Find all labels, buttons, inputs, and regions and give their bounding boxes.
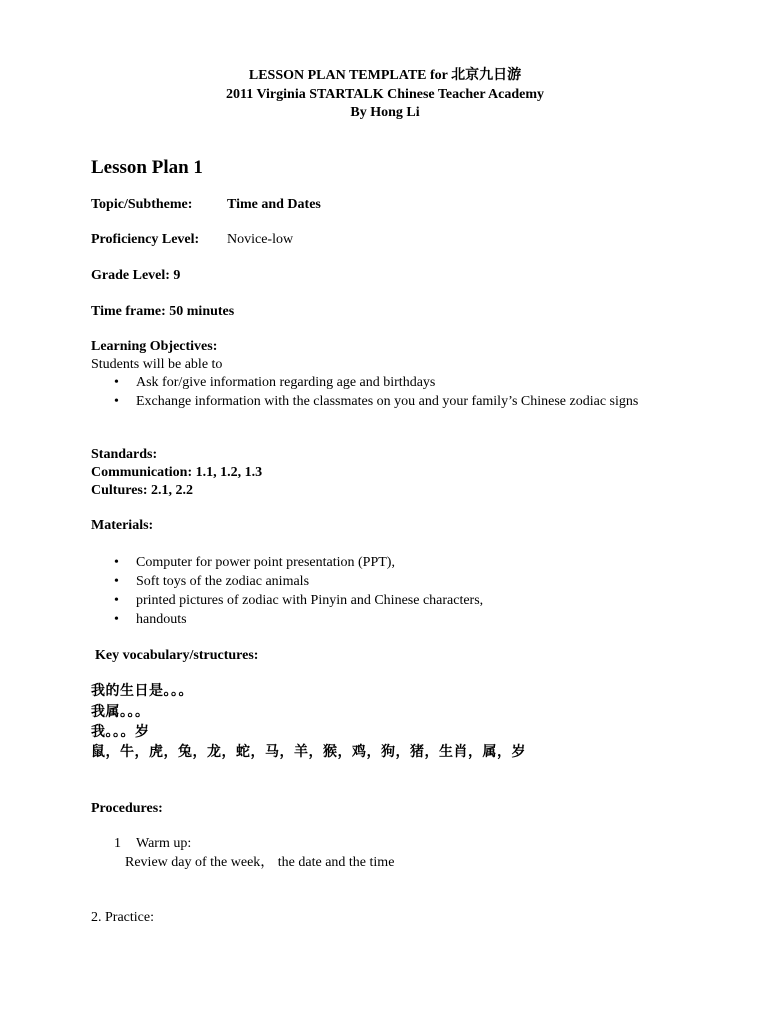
topic-label: Topic/Subtheme: xyxy=(91,197,193,212)
vocabulary-line: 鼠，牛，虎，兔，龙，蛇，马，羊，猴，鸡，狗，猪，生肖，属，岁 xyxy=(91,745,526,760)
bullet-icon: • xyxy=(114,375,119,390)
bullet-icon: • xyxy=(114,394,119,409)
material-item: Soft toys of the zodiac animals xyxy=(136,574,310,589)
material-item: Computer for power point presentation (PPT), xyxy=(136,555,395,570)
objective-item: Exchange information with the classmates on you and your family’s Chinese zodiac signs xyxy=(136,394,639,409)
objective-item: Ask for/give information regarding age and birthdays xyxy=(136,375,436,390)
bullet-icon: • xyxy=(114,574,119,589)
proficiency-value: Novice-low xyxy=(227,232,294,247)
grade-level: Grade Level: 9 xyxy=(91,268,181,283)
proficiency-label: Proficiency Level: xyxy=(91,232,200,247)
header-author: By Hong Li xyxy=(350,105,420,120)
bullet-icon: • xyxy=(114,612,119,627)
header-academy: 2011 Virginia STARTALK Chinese Teacher Academy xyxy=(225,87,545,102)
bullet-icon: • xyxy=(114,555,119,570)
bullet-icon: • xyxy=(114,593,119,608)
step-number: 1 xyxy=(114,836,121,851)
step-title: Warm up: xyxy=(136,836,192,851)
vocabulary-line: 我的生日是。。。 xyxy=(91,684,193,699)
lesson-title: Lesson Plan 1 xyxy=(91,157,203,178)
step-practice: 2. Practice: xyxy=(91,910,154,925)
material-item: printed pictures of zodiac with Pinyin and Chinese characters, xyxy=(136,593,484,608)
vocabulary-heading: Key vocabulary/structures: xyxy=(95,648,259,663)
header-title: LESSON PLAN TEMPLATE for 北京九日游 xyxy=(248,68,522,83)
objectives-intro: Students will be able to xyxy=(91,357,223,372)
vocabulary-line: 我。。。岁 xyxy=(91,725,150,740)
material-item: handouts xyxy=(136,612,187,627)
standards-communication: Communication: 1.1, 1.2, 1.3 xyxy=(91,465,263,480)
time-frame: Time frame: 50 minutes xyxy=(91,304,235,319)
procedures-heading: Procedures: xyxy=(91,801,163,816)
standards-heading: Standards: xyxy=(91,447,158,462)
objectives-heading: Learning Objectives: xyxy=(91,339,218,354)
materials-heading: Materials: xyxy=(91,518,154,533)
topic-value: Time and Dates xyxy=(227,197,321,212)
standards-cultures: Cultures: 2.1, 2.2 xyxy=(91,483,194,498)
vocabulary-line: 我属。。。 xyxy=(91,705,150,720)
step-detail: Review day of the week， the date and the time xyxy=(125,855,395,870)
